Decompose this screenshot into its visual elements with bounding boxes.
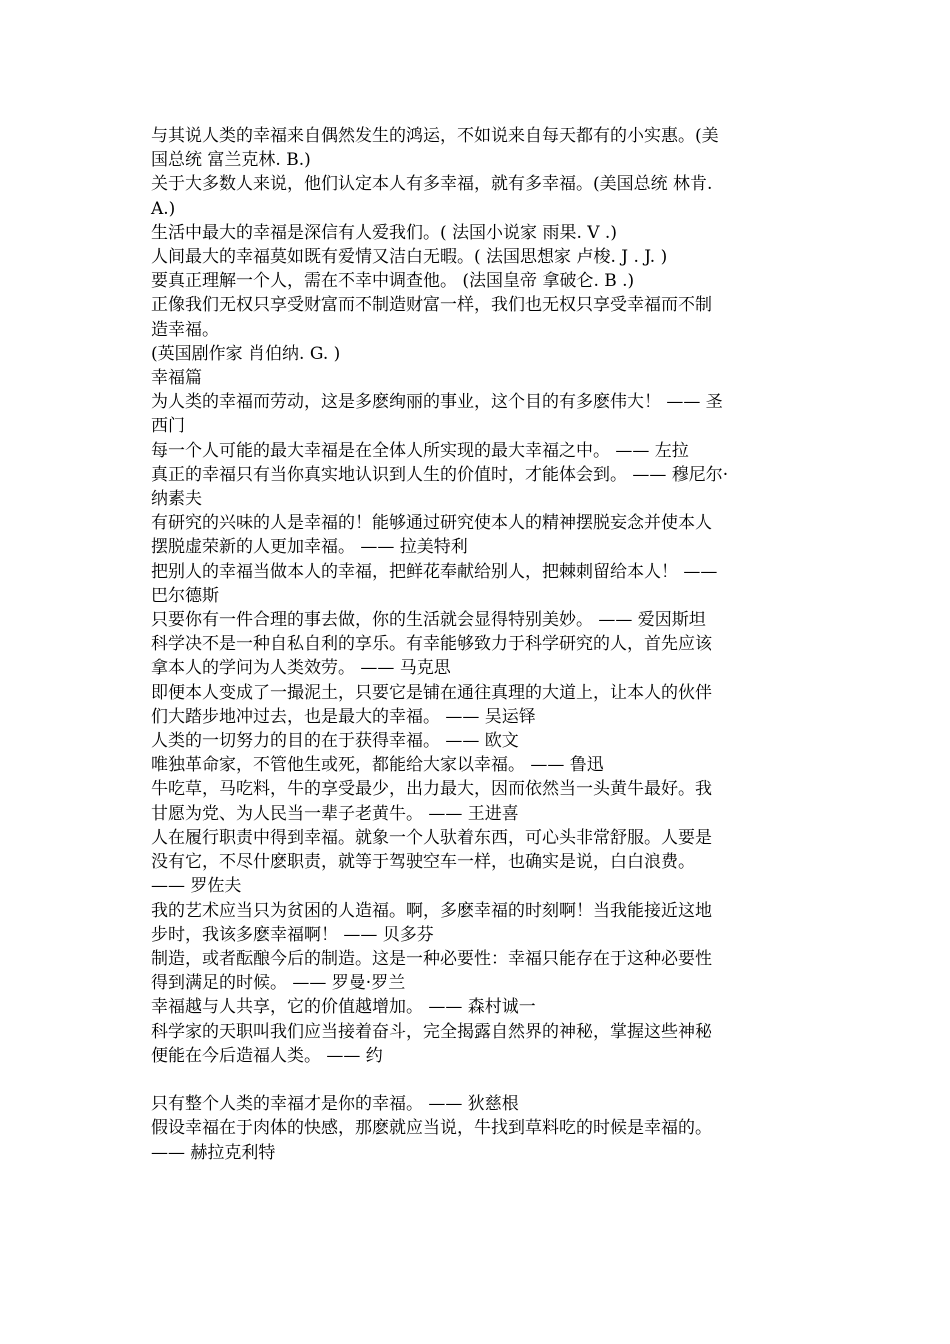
quote-paragraph: 与其说人类的幸福来自偶然发生的鸿运，不如说来自每天都有的小实惠。(美 国总统 富兰克林. B.) bbox=[151, 126, 719, 171]
quote-paragraph: 人类的一切努力的目的在于获得幸福。 —— 欧文 bbox=[151, 731, 519, 752]
section-heading: 幸福篇 bbox=[151, 368, 202, 389]
blank-line bbox=[151, 1068, 801, 1092]
quote-paragraph: 制造，或者酝酿今后的制造。这是一种必要性：幸福只能存在于这种必要性 得到满足的时候。 —— 罗曼·罗兰 bbox=[151, 948, 712, 994]
quote-paragraph: 为人类的幸福而劳动，这是多麽绚丽的事业，这个目的有多麽伟大！ —— 圣 西门 bbox=[151, 392, 723, 437]
quote-paragraph: 只有整个人类的幸福才是你的幸福。 —— 狄慈根 bbox=[151, 1094, 519, 1115]
quote-paragraph: 即便本人变成了一撮泥土，只要它是铺在通往真理的大道上，让本人的伙伴 们大踏步地冲过去，也是最大的幸福。 —— 吴运铎 bbox=[151, 682, 712, 727]
quote-paragraph: 只要你有一件合理的事去做，你的生活就会显得特别美妙。 —— 爱因斯坦 bbox=[151, 610, 706, 631]
quote-paragraph: 生活中最大的幸福是深信有人爱我们。( 法国小说家 雨果. V .) bbox=[151, 222, 617, 243]
quote-paragraph: 关于大多数人来说，他们认定本人有多幸福，就有多幸福。(美国总统 林肯. A.) bbox=[151, 174, 713, 219]
quote-paragraph: 把别人的幸福当做本人的幸福，把鲜花奉献给别人，把棘刺留给本人！ —— 巴尔德斯 bbox=[151, 561, 718, 606]
quote-paragraph: 科学决不是一种自私自利的享乐。有幸能够致力于科学研究的人，首先应该 拿本人的学问为人类效劳。 —— 马克思 bbox=[151, 634, 712, 679]
quote-paragraph: 我的艺术应当只为贫困的人造福。啊，多麽幸福的时刻啊！当我能接近这地 步时，我该多麽幸福啊！ —— 贝多芬 bbox=[151, 900, 712, 945]
quote-attribution: (英国剧作家 肖伯纳. G. ) bbox=[151, 343, 341, 364]
quote-paragraph: 正像我们无权只享受财富而不制造财富一样，我们也无权只享受幸福而不制 造幸福。 bbox=[151, 295, 712, 340]
quote-paragraph: 牛吃草，马吃料，牛的享受最少，出力最大，因而依然当一头黄牛最好。我 甘愿为党、为人民当一辈子老黄牛。 —— 王进喜 bbox=[151, 779, 712, 824]
document-body bbox=[151, 124, 801, 1165]
quote-paragraph: 唯独革命家，不管他生或死，都能给大家以幸福。 —— 鲁迅 bbox=[151, 755, 604, 776]
quote-paragraph: 人间最大的幸福莫如既有爱情又洁白无暇。( 法国思想家 卢梭. J . J. ) bbox=[151, 247, 668, 268]
quote-paragraph: 人在履行职责中得到幸福。就象一个人驮着东西，可心头非常舒服。人要是 没有它，不尽什麽职责，就等于驾驶空车一样，也确实是说，白白浪费。 —— 罗佐夫 bbox=[151, 827, 712, 897]
quote-paragraph: 幸福越与人共享，它的价值越增加。 —— 森村诚一 bbox=[151, 997, 536, 1018]
quote-paragraph: 有研究的兴味的人是幸福的！能够通过研究使本人的精神摆脱妄念并使本人 摆脱虚荣新的人更加幸福。 —— 拉美特利 bbox=[151, 513, 712, 558]
quote-paragraph: 假设幸福在于肉体的快感，那麽就应当说，牛找到草料吃的时候是幸福的。 —— 赫拉克利特 bbox=[151, 1118, 712, 1163]
quote-paragraph: 要真正理解一个人，需在不幸中调查他。 (法国皇帝 拿破仑. B .) bbox=[151, 271, 635, 292]
quote-paragraph: 真正的幸福只有当你真实地认识到人生的价值时，才能体会到。 —— 穆尼尔· 纳素夫 bbox=[151, 464, 729, 510]
quote-paragraph: 科学家的天职叫我们应当接着奋斗，完全揭露自然界的神秘，掌握这些神秘 便能在今后造福人类。 —— 约 bbox=[151, 1021, 712, 1066]
quote-paragraph: 每一个人可能的最大幸福是在全体人所实现的最大幸福之中。 —— 左拉 bbox=[151, 440, 689, 461]
